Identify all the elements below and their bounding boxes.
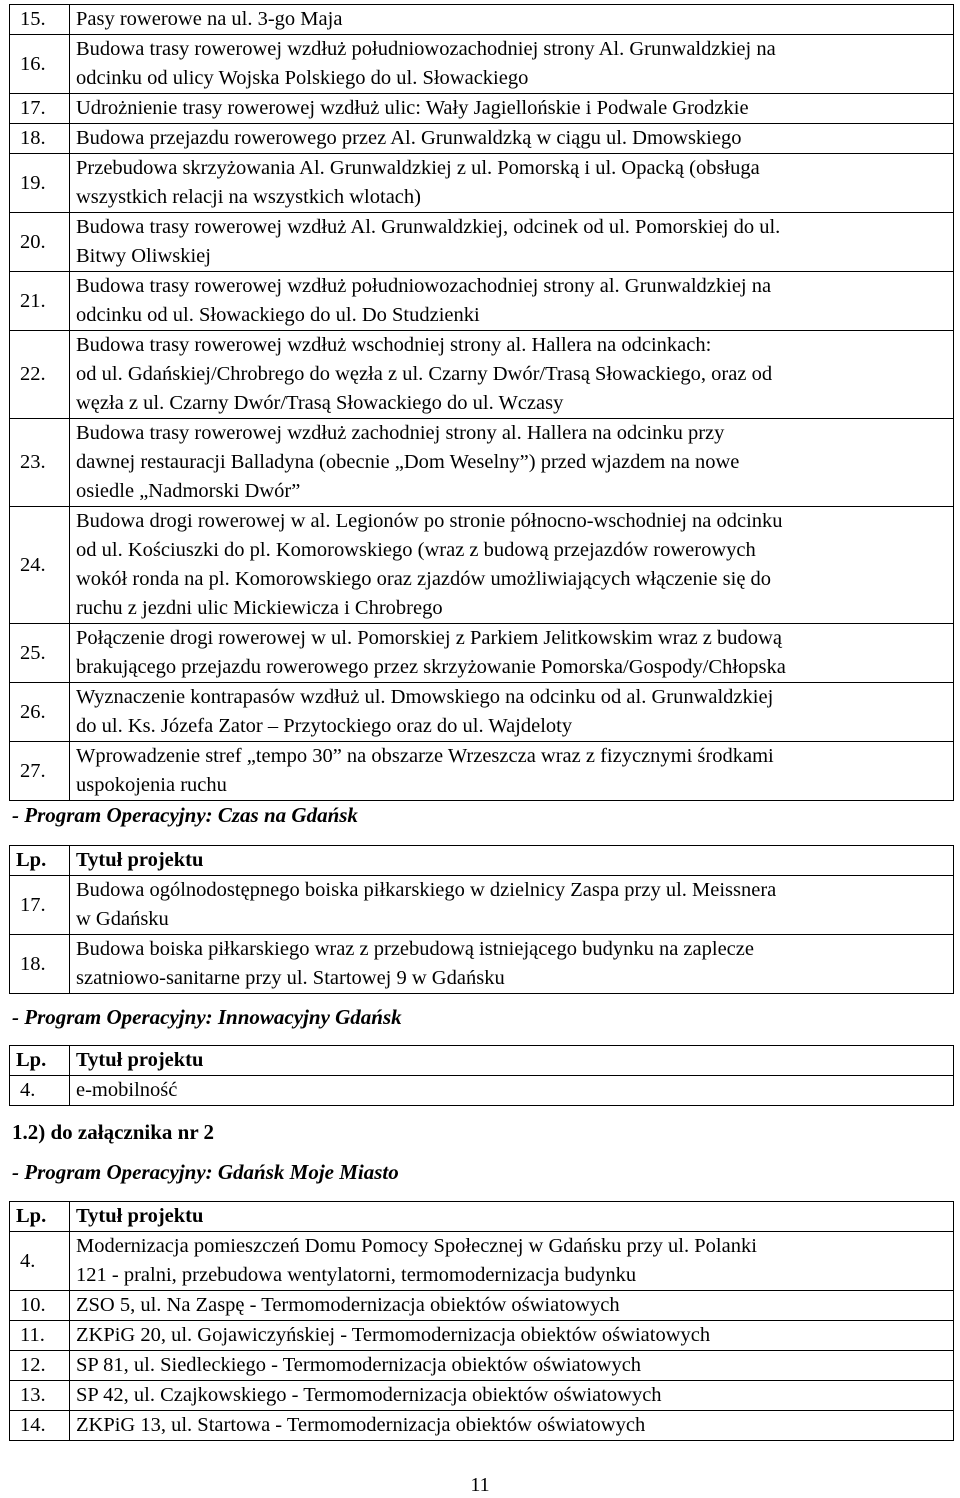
row-title: ZKPiG 13, ul. Startowa - Termomodernizacja obiektów oświatowych	[70, 1411, 954, 1441]
row-number: 16.	[10, 35, 70, 94]
table-row	[10, 213, 954, 272]
row-title: SP 42, ul. Czajkowskiego - Termomodernizacja obiektów oświatowych	[70, 1381, 954, 1411]
row-number: 12.	[10, 1351, 70, 1381]
projects-table-innowacyjny	[9, 1045, 954, 1106]
table-row	[10, 35, 954, 94]
projects-table-moje	[9, 1201, 954, 1441]
projects-table-czas	[9, 845, 954, 994]
row-number: 11.	[10, 1321, 70, 1351]
row-title: Budowa trasy rowerowej wzdłuż południowozachodniej strony Al. Grunwaldzkiej na odcinku od ulicy Wojska Polskiego do ul. Słowackiego	[70, 35, 954, 94]
projects-table-1	[9, 4, 954, 801]
row-title: SP 81, ul. Siedleckiego - Termomodernizacja obiektów oświatowych	[70, 1351, 954, 1381]
row-number: 4.	[10, 1232, 70, 1291]
header-title: Tytuł projektu	[70, 1046, 954, 1076]
table-row	[10, 683, 954, 742]
table-row	[10, 935, 954, 994]
row-number: 20.	[10, 213, 70, 272]
row-title: Wyznaczenie kontrapasów wzdłuż ul. Dmowskiego na odcinku od al. Grunwaldzkiej do ul. Ks. Józefa Zator – Przytockiego oraz do ul. Wajdeloty	[70, 683, 954, 742]
table-row	[10, 124, 954, 154]
row-title: Budowa ogólnodostępnego boiska piłkarskiego w dzielnicy Zaspa przy ul. Meissnera w Gdańsku	[70, 876, 954, 935]
table-row	[10, 507, 954, 624]
header-title: Tytuł projektu	[70, 1202, 954, 1232]
header-lp: Lp.	[10, 1046, 70, 1076]
row-title: Budowa drogi rowerowej w al. Legionów po stronie północno-wschodniej na odcinku od ul. Kościuszki do pl. Komorowskiego (wraz z budową przejazdów rowerowych wokół ronda na pl. Komorowskiego oraz zjazdów umożliwiających włączenie się do ruchu z jezdni ulic Mickiewicza i Chrobrego	[70, 507, 954, 624]
row-title: Udrożnienie trasy rowerowej wzdłuż ulic: Wały Jagiellońskie i Podwale Grodzkie	[70, 94, 954, 124]
row-title: Wprowadzenie stref „tempo 30” na obszarze Wrzeszcza wraz z fizycznymi środkami uspokojenia ruchu	[70, 742, 954, 801]
page-number: 11	[470, 1474, 490, 1496]
section-title-moje: - Program Operacyjny: Gdańsk Moje Miasto	[12, 1160, 399, 1184]
table-row	[10, 624, 954, 683]
row-number: 24.	[10, 507, 70, 624]
row-title: Przebudowa skrzyżowania Al. Grunwaldzkiej z ul. Pomorską i ul. Opacką (obsługa wszystkich relacji na wszystkich wlotach)	[70, 154, 954, 213]
table-row	[10, 94, 954, 124]
row-title: Budowa trasy rowerowej wzdłuż wschodniej strony al. Hallera na odcinkach: od ul. Gdańskiej/Chrobrego do węzła z ul. Czarny Dwór/Trasą Słowackiego, oraz od węzła z ul. Czarny Dwór/Trasą Słowackiego do ul. Wczasy	[70, 331, 954, 419]
row-title: Modernizacja pomieszczeń Domu Pomocy Społecznej w Gdańsku przy ul. Polanki 121 - pralni, przebudowa wentylatorni, termomodernizacja budynku	[70, 1232, 954, 1291]
row-number: 23.	[10, 419, 70, 507]
row-number: 14.	[10, 1411, 70, 1441]
table-row	[10, 154, 954, 213]
row-number: 18.	[10, 124, 70, 154]
row-number: 17.	[10, 876, 70, 935]
row-number: 22.	[10, 331, 70, 419]
table-row	[10, 1381, 954, 1411]
table-row	[10, 1076, 954, 1106]
row-title: Pasy rowerowe na ul. 3-go Maja	[70, 5, 954, 35]
header-lp: Lp.	[10, 1202, 70, 1232]
row-number: 4.	[10, 1076, 70, 1106]
row-number: 15.	[10, 5, 70, 35]
row-number: 25.	[10, 624, 70, 683]
header-lp: Lp.	[10, 846, 70, 876]
section-title-innowacyjny: - Program Operacyjny: Innowacyjny Gdańsk	[12, 1005, 402, 1029]
row-title: e-mobilność	[70, 1076, 954, 1106]
row-title: Budowa boiska piłkarskiego wraz z przebudową istniejącego budynku na zaplecze szatniowo-sanitarne przy ul. Startowej 9 w Gdańsku	[70, 935, 954, 994]
table-row	[10, 1411, 954, 1441]
section-title-czas: - Program Operacyjny: Czas na Gdańsk	[12, 803, 358, 827]
table-row	[10, 331, 954, 419]
annex-heading: 1.2) do załącznika nr 2	[12, 1120, 215, 1144]
table-row	[10, 742, 954, 801]
row-number: 18.	[10, 935, 70, 994]
table-row	[10, 272, 954, 331]
row-number: 19.	[10, 154, 70, 213]
table-row	[10, 5, 954, 35]
table-header-row	[10, 846, 954, 876]
table-row	[10, 1351, 954, 1381]
row-title: Budowa trasy rowerowej wzdłuż Al. Grunwaldzkiej, odcinek od ul. Pomorskiej do ul. Bitwy Oliwskiej	[70, 213, 954, 272]
table-row	[10, 419, 954, 507]
row-number: 27.	[10, 742, 70, 801]
row-title: Połączenie drogi rowerowej w ul. Pomorskiej z Parkiem Jelitkowskim wraz z budową brakującego przejazdu rowerowego przez skrzyżowanie Pomorska/Gospody/Chłopska	[70, 624, 954, 683]
table-row	[10, 1291, 954, 1321]
row-number: 21.	[10, 272, 70, 331]
header-title: Tytuł projektu	[70, 846, 954, 876]
row-number: 26.	[10, 683, 70, 742]
table-row	[10, 1321, 954, 1351]
table-header-row	[10, 1202, 954, 1232]
row-number: 10.	[10, 1291, 70, 1321]
row-title: Budowa przejazdu rowerowego przez Al. Grunwaldzką w ciągu ul. Dmowskiego	[70, 124, 954, 154]
row-number: 17.	[10, 94, 70, 124]
table-row	[10, 1232, 954, 1291]
table-header-row	[10, 1046, 954, 1076]
row-title: Budowa trasy rowerowej wzdłuż południowozachodniej strony al. Grunwaldzkiej na odcinku od ul. Słowackiego do ul. Do Studzienki	[70, 272, 954, 331]
row-title: ZKPiG 20, ul. Gojawiczyńskiej - Termomodernizacja obiektów oświatowych	[70, 1321, 954, 1351]
row-title: Budowa trasy rowerowej wzdłuż zachodniej strony al. Hallera na odcinku przy dawnej restauracji Balladyna (obecnie „Dom Weselny”) przed wjazdem na nowe osiedle „Nadmorski Dwór”	[70, 419, 954, 507]
table-row	[10, 876, 954, 935]
row-title: ZSO 5, ul. Na Zaspę - Termomodernizacja obiektów oświatowych	[70, 1291, 954, 1321]
row-number: 13.	[10, 1381, 70, 1411]
